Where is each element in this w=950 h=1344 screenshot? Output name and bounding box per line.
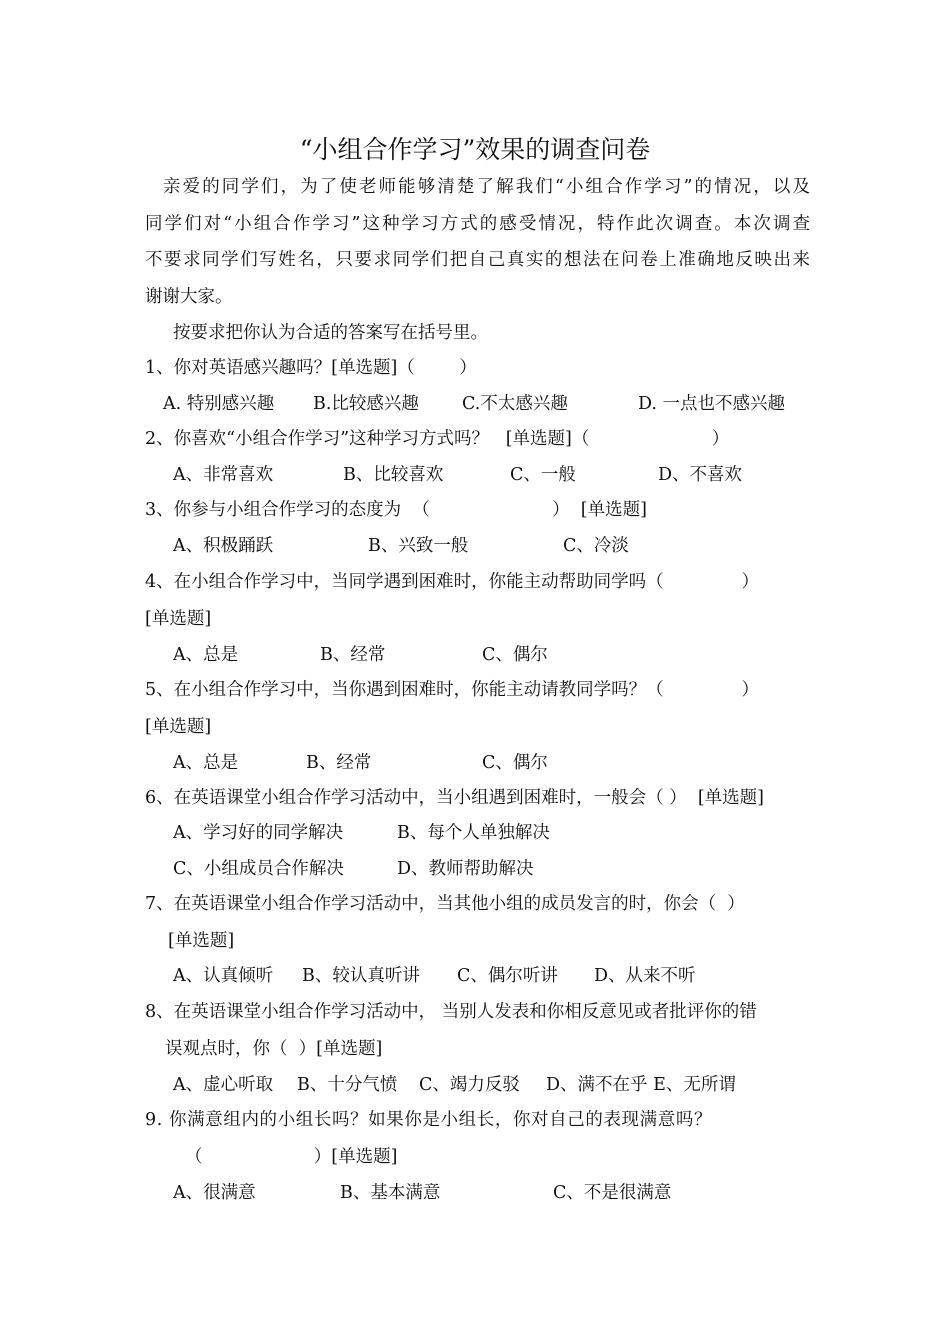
question-1-option-a: A. 特别感兴趣 — [163, 394, 275, 414]
question-1-option-c: C.不太感兴趣 — [462, 394, 568, 414]
question-5-option-a: A、总是 — [173, 753, 239, 773]
question-1-text: 1、你对英语感兴趣吗？[单选题]（ ） — [145, 358, 477, 378]
question-7-option-c: C、偶尔听讲 — [457, 966, 558, 986]
question-3-option-b: B、兴致一般 — [368, 536, 469, 556]
question-7-type: [单选题] — [168, 931, 235, 951]
question-7-text: 7、在英语课堂小组合作学习活动中，当其他小组的成员发言的时，你会（ ） — [145, 894, 745, 914]
question-9-option-c: C、不是很满意 — [553, 1183, 672, 1203]
question-5-text: 5、在小组合作学习中，当你遇到困难时，你能主动请教同学吗？（ ） — [145, 680, 760, 700]
question-6-option-c: C、小组成员合作解决 — [173, 859, 344, 879]
question-3-option-c: C、冷淡 — [563, 536, 629, 556]
question-7-option-b: B、较认真听讲 — [302, 966, 420, 986]
intro-line-1: 亲爱的同学们，为了使老师能够清楚了解我们“小组合作学习”的情况，以及 — [163, 177, 810, 197]
question-8-text-cont: 误观点时，你（ ）[单选题] — [165, 1039, 383, 1059]
question-2-text: 2、你喜欢“小组合作学习”这种学习方式吗？ [单选题]（ ） — [145, 429, 730, 449]
question-2-option-d: D、不喜欢 — [658, 465, 743, 485]
question-6-option-b: B、每个人单独解决 — [397, 823, 550, 843]
intro-line-3: 不要求同学们写姓名，只要求同学们把自己真实的想法在问卷上准确地反映出来 — [145, 250, 810, 270]
question-7-option-d: D、从来不听 — [594, 966, 696, 986]
question-5-option-c: C、偶尔 — [482, 753, 548, 773]
intro-line-2: 同学们对“小组合作学习”这种学习方式的感受情况，特作此次调查。本次调查 — [145, 214, 810, 234]
instruction-text: 按要求把你认为合适的答案写在括号里。 — [173, 323, 488, 343]
question-1-option-b: B.比较感兴趣 — [313, 394, 419, 414]
question-3-text: 3、你参与小组合作学习的态度为 （ ） [单选题] — [145, 500, 647, 520]
intro-line-4: 谢谢大家。 — [145, 287, 233, 307]
question-2-option-b: B、比较喜欢 — [343, 465, 444, 485]
question-4-option-a: A、总是 — [173, 645, 239, 665]
question-1-option-d: D. 一点也不感兴趣 — [638, 394, 786, 414]
question-8-option-d: D、满不在乎 E、无所谓 — [546, 1075, 736, 1095]
question-8-option-b: B、十分气愤 — [297, 1075, 398, 1095]
question-2-option-c: C、一般 — [510, 465, 576, 485]
question-9-text: 9. 你满意组内的小组长吗？如果你是小组长，你对自己的表现满意吗？ — [145, 1110, 713, 1130]
question-2-option-a: A、非常喜欢 — [173, 465, 274, 485]
question-9-option-b: B、基本满意 — [340, 1183, 441, 1203]
question-4-option-c: C、偶尔 — [482, 645, 548, 665]
question-4-option-b: B、经常 — [320, 645, 386, 665]
question-5-type: [单选题] — [145, 717, 212, 737]
question-4-text: 4、在小组合作学习中，当同学遇到困难时，你能主动帮助同学吗（ ） — [145, 572, 760, 592]
question-8-text: 8、在英语课堂小组合作学习活动中， 当别人发表和你相反意见或者批评你的错 — [145, 1002, 757, 1022]
page-title: “小组合作学习”效果的调查问卷 — [299, 135, 651, 164]
question-9-answer-line: （ ）[单选题] — [185, 1147, 398, 1167]
question-8-option-a: A、虚心听取 — [173, 1075, 274, 1095]
question-4-type: [单选题] — [145, 609, 212, 629]
question-5-option-b: B、经常 — [306, 753, 372, 773]
question-3-option-a: A、积极踊跃 — [173, 536, 274, 556]
question-6-text: 6、在英语课堂小组合作学习活动中，当小组遇到困难时，一般会（ ） [单选题] — [145, 788, 764, 808]
question-6-option-d: D、教师帮助解决 — [397, 859, 534, 879]
question-8-option-c: C、竭力反驳 — [419, 1075, 520, 1095]
question-7-option-a: A、认真倾听 — [173, 966, 274, 986]
question-9-option-a: A、很满意 — [173, 1183, 256, 1203]
question-6-option-a: A、学习好的同学解决 — [173, 823, 344, 843]
